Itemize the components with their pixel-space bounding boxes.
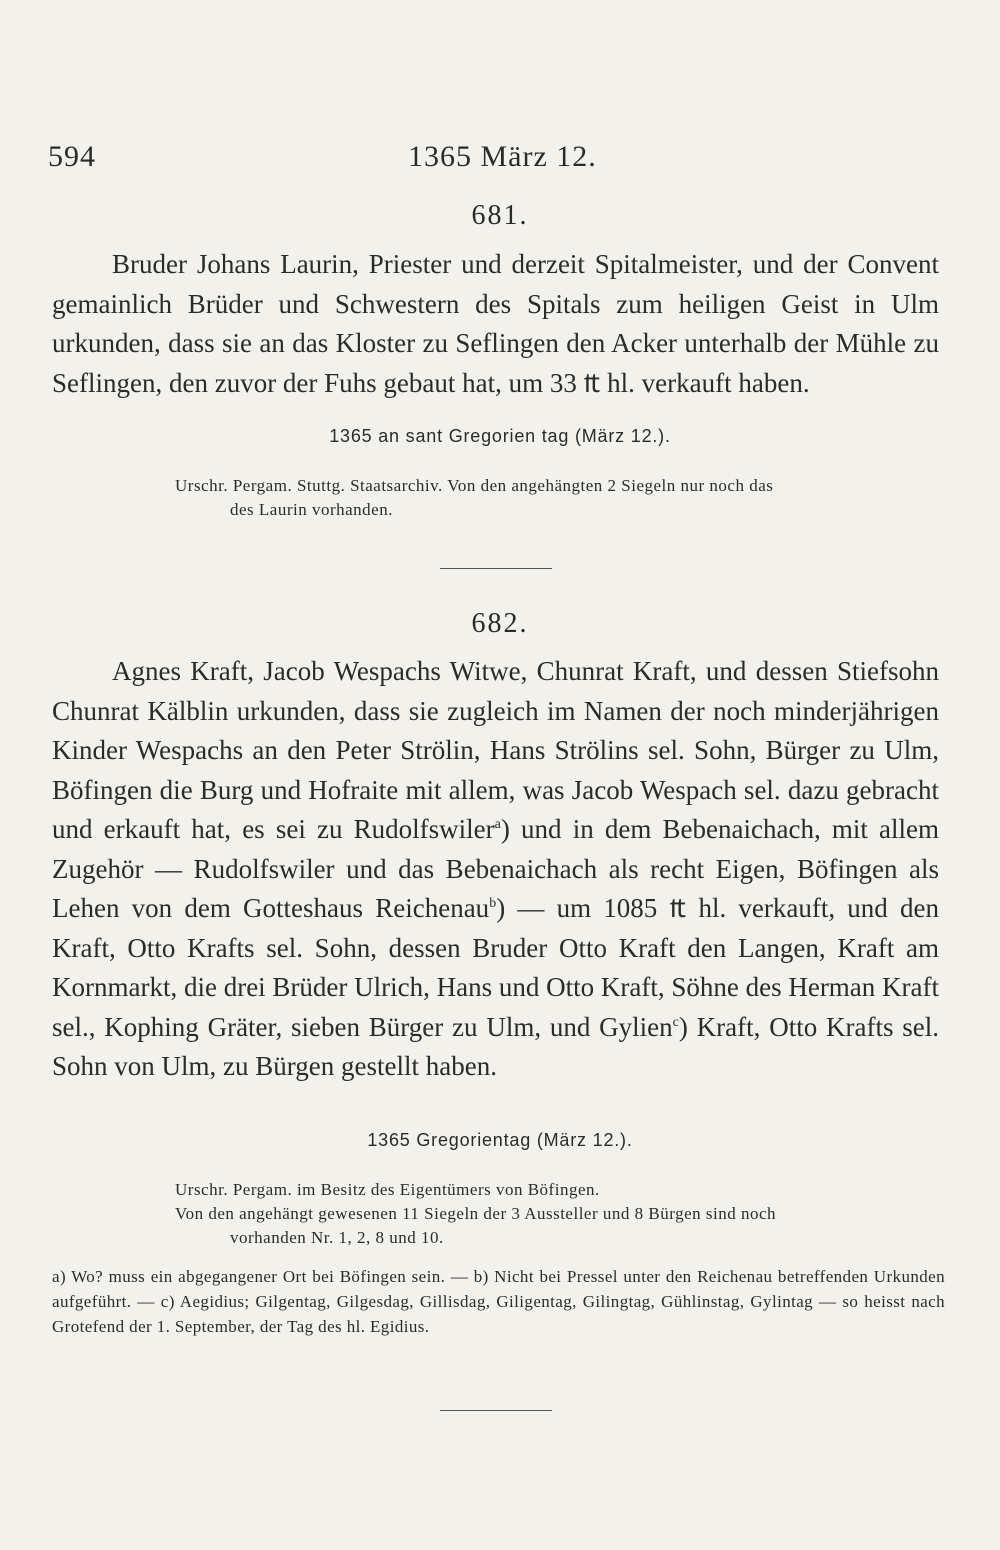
document-number-682: 682. — [471, 608, 529, 639]
source-line: Von den angehängt gewesenen 11 Siegeln der 3 Aussteller und 8 Bürgen sind noch — [175, 1204, 776, 1223]
document-number-681: 681. — [471, 200, 529, 231]
page-number: 594 — [48, 140, 96, 173]
page-header — [48, 140, 948, 180]
footnote-b: b) Nicht bei Pressel unter den Reichenau betreffenden Urkunden aufgeführt. — — [52, 1267, 945, 1311]
document-682-dating: 1365 Gregorientag (März 12.). — [367, 1130, 633, 1150]
regest-text: ) Kraft, Otto Krafts sel. Sohn von Ulm, zu Bürgen gestellt haben. — [52, 1011, 939, 1081]
document-682-regest — [52, 652, 939, 1087]
footnote-mark-a: a — [494, 817, 501, 832]
document-681-source-note — [175, 474, 950, 522]
source-line: Urschr. Pergam. im Besitz des Eigentümers von Böfingen. — [175, 1180, 600, 1199]
regest-text: ) und in dem Bebenaichach, mit allem Zugehör — Rudolfswiler und das Bebenaichach als recht Eigen, Böfingen als Lehen von dem Gotteshaus Reichenau — [52, 814, 940, 923]
document-682-source-note — [175, 1178, 950, 1250]
document-681-regest: Bruder Johans Laurin, Priester und derzeit Spitalmeister, und der Convent gemainlich Brüder und Schwestern des Spitals zum heiligen Geist in Ulm urkunden, dass sie an das Kloster zu Seflingen den Acker unterhalb der Mühle zu Seflingen, den zuvor der Fuhs gebaut hat, um 33 ₶ hl. verkauft haben. — [52, 249, 939, 398]
document-681-dating: 1365 an sant Gregorien tag (März 12.). — [329, 426, 671, 446]
footnote-mark-b: b — [489, 896, 497, 911]
source-line: vorhanden Nr. 1, 2, 8 und 10. — [230, 1228, 444, 1247]
section-divider — [440, 1410, 552, 1411]
section-divider — [440, 568, 552, 569]
footnote-a: a) Wo? muss ein abgegangener Ort bei Böfingen sein. — — [52, 1267, 469, 1286]
regest-text: ) — um 1085 ₶ hl. verkauft, und den Kraft, Otto Krafts sel. Sohn, dessen Bruder Otto Kraft den Langen, Kraft am Kornmarkt, die drei Brüder Ulrich, Hans und Otto Kraft, Söhne des Herman Kraft sel., Kophing Gräter, sieben Bürger zu Ulm, und Gylien — [52, 893, 940, 1042]
source-line: des Laurin vorhanden. — [230, 500, 393, 519]
regest-text: Agnes Kraft, Jacob Wespachs Witwe, Chunrat Kraft, und dessen Stiefsohn Chunrat Kälblin urkunden, dass sie zugleich im Namen der noch minderjährigen Kinder Wespachs an den Peter Strölin, Hans Strölins sel. Sohn, Bürger zu Ulm, Böfingen die Burg und Hofraite mit allem, was Jacob Wespach sel. dazu gebracht und erkauft hat, es sei zu Rudolfswiler — [52, 656, 939, 844]
source-line: Urschr. Pergam. Stuttg. Staatsarchiv. Von den angehängten 2 Siegeln nur noch das — [175, 476, 774, 495]
running-header-date: 1365 März 12. — [408, 140, 597, 173]
footnotes — [52, 1264, 945, 1339]
footnote-c: c) Aegidius; Gilgentag, Gilgesdag, Gillisdag, Giligentag, Gilingtag, Gühlinstag, Gylintag — so heisst nach Grotefend der 1. September, der Tag des hl. Egidius. — [52, 1292, 946, 1336]
footnote-mark-c: c — [672, 1014, 679, 1030]
